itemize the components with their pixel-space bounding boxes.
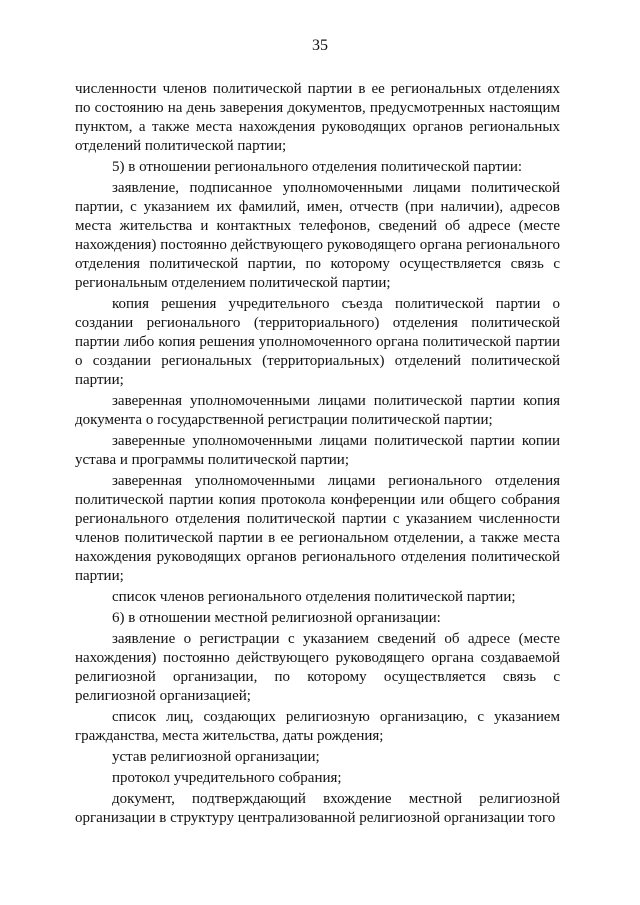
paragraph-charter-program-copies: заверенные уполномоченными лицами политической партии копии устава и программы политической партии; — [75, 433, 560, 468]
paragraph-item-5-heading: 5) в отношении регионального отделения политической партии: — [112, 159, 523, 175]
paragraph-conference-protocol-copy: заверенная уполномоченными лицами регионального отделения политической партии копия протокола конференции или общего собрания регионального отделения политической партии с указанием численности членов политической партии в ее региональном отделении, а также места нахождения руководящих органов регионального отделения политической партии; — [75, 473, 560, 584]
paragraph-religious-charter: устав религиозной организации; — [112, 749, 320, 765]
paragraph-item-6-heading: 6) в отношении местной религиозной организации: — [112, 610, 441, 626]
paragraph-congress-decision-copy: копия решения учредительного съезда политической партии о создании регионального (территориального) отделения политической партии либо копия решения уполномоченного органа политической партии о создании региональных (территориальных) отделений политической партии; — [75, 296, 560, 388]
paragraph-registration-application: заявление о регистрации с указанием сведений об адресе (месте нахождения) постоянно действующего руководящего органа создаваемой религиозной организации, по которому осуществляется связь с религиозной организацией; — [75, 631, 560, 704]
paragraph-founders-list: список лиц, создающих религиозную организацию, с указанием гражданства, места жительства, даты рождения; — [75, 709, 560, 744]
paragraph-application-regional: заявление, подписанное уполномоченными лицами политической партии, с указанием их фамилий, имен, отчеств (при наличии), адресов места жительства и контактных телефонов, сведений об адресе (месте нахождения) постоянно действующего руководящего органа регионального отделения политической партии, по которому осуществляется связь с региональным отделением политической партии; — [75, 180, 560, 291]
page-number: 35 — [312, 37, 328, 54]
paragraph-registration-document-copy: заверенная уполномоченными лицами политической партии копия документа о государственной регистрации политической партии; — [75, 393, 560, 428]
document-body — [75, 80, 560, 830]
paragraph-membership-document: документ, подтверждающий вхождение местной религиозной организации в структуру централизованной религиозной организации того — [75, 791, 560, 826]
paragraph-founding-protocol: протокол учредительного собрания; — [112, 770, 342, 786]
paragraph-continuation: численности членов политической партии в ее региональных отделениях по состоянию на день заверения документов, предусмотренных настоящим пунктом, а также места нахождения руководящих органов региональных отделений политической партии; — [75, 81, 560, 154]
paragraph-members-list: список членов регионального отделения политической партии; — [112, 589, 516, 605]
